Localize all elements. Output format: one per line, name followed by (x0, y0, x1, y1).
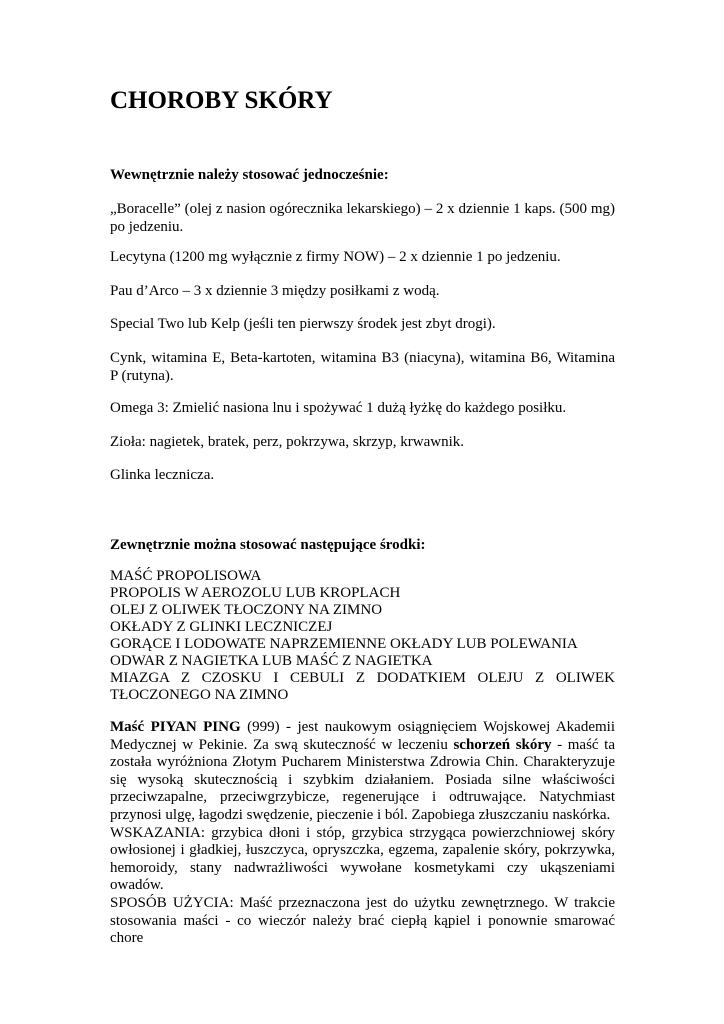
list-item: Glinka lecznicza. (110, 467, 215, 483)
page-title: CHOROBY SKÓRY (110, 87, 333, 114)
list-item: Special Two lub Kelp (jeśli ten pierwszy środek jest zbyt drogi). (110, 316, 496, 332)
external-use-heading: Zewnętrznie można stosować następujące środki: (110, 537, 426, 553)
list-item: MAŚĆ PROPOLISOWA (110, 568, 262, 584)
list-item: PROPOLIS W AEROZOLU LUB KROPLACH (110, 585, 401, 601)
highlighted-term: schorzeń skóry (453, 736, 552, 753)
internal-use-heading: Wewnętrznie należy stosować jednocześnie: (110, 167, 389, 183)
list-item: MIAZGA Z CZOSKU I CEBULI Z DODATKIEM OLEJU Z OLIWEK TŁOCZONEGO NA ZIMNO (110, 670, 615, 703)
external-remedies-list (110, 568, 615, 704)
product-name: Maść PIYAN PING (110, 719, 241, 735)
list-item: ODWAR Z NAGIETKA LUB MAŚĆ Z NAGIETKA (110, 653, 433, 669)
indications-paragraph: WSKAZANIA: grzybica dłoni i stóp, grzybica strzygąca powierzchniowej skóry owłosionej i gładkiej, łuszczyca, opryszczka, egzema, zapalenie skóry, pokrzywka, hemoroidy, stany nadwrażliwości wywołane kosmetykami czy ukąszeniami owadów. (110, 824, 615, 894)
list-item: Pau d’Arco – 3 x dziennie 3 między posiłkami z wodą. (110, 283, 440, 299)
list-item: Cynk, witamina E, Beta-kartoten, witamina B3 (niacyna), witamina B6, Witamina P (rutyna). (110, 350, 615, 384)
list-item: OKŁADY Z GLINKI LECZNICZEJ (110, 619, 333, 635)
list-item: Lecytyna (1200 mg wyłącznie z firmy NOW) – 2 x dziennie 1 po jedzeniu. (110, 249, 561, 265)
description-text: - maść ta została wyróżniona Złotym Pucharem Ministerstwa Zdrowia Chin. Charakteryzuje się wysoką skutecznością i szybkim działaniem. Posiada silne właściwości przeciwzapalne, przeciwgrzybicze, regenerujące i odtruwające. Natychmiast przynosi ulgę, łagodzi swędzenie, pieczenie i ból. Zapobiega złuszczaniu naskórka. (110, 736, 615, 823)
description-text: (999) - jest naukowym osiągnięciem Wojskowej Akademii Medycznej w Pekinie. Za swą skuteczność w leczeniu (110, 719, 615, 753)
piyan-ping-paragraph (110, 719, 615, 825)
list-item: OLEJ Z OLIWEK TŁOCZONY NA ZIMNO (110, 602, 383, 618)
piyan-ping-description (110, 719, 615, 948)
list-item: GORĄCE I LODOWATE NAPRZEMIENNE OKŁADY LUB POLEWANIA (110, 636, 578, 652)
list-item: Omega 3: Zmielić nasiona lnu i spożywać 1 dużą łyżkę do każdego posiłku. (110, 400, 567, 416)
usage-paragraph: SPOSÓB UŻYCIA: Maść przeznaczona jest do użytku zewnętrznego. W trakcie stosowania maści - co wieczór należy brać ciepłą kąpiel i ponownie smarować chore (110, 894, 615, 947)
list-item: Zioła: nagietek, bratek, perz, pokrzywa, skrzyp, krwawnik. (110, 434, 465, 450)
list-item: „Boracelle” (olej z nasion ogórecznika lekarskiego) – 2 x dziennie 1 kaps. (500 mg) po jedzeniu. (110, 201, 615, 235)
